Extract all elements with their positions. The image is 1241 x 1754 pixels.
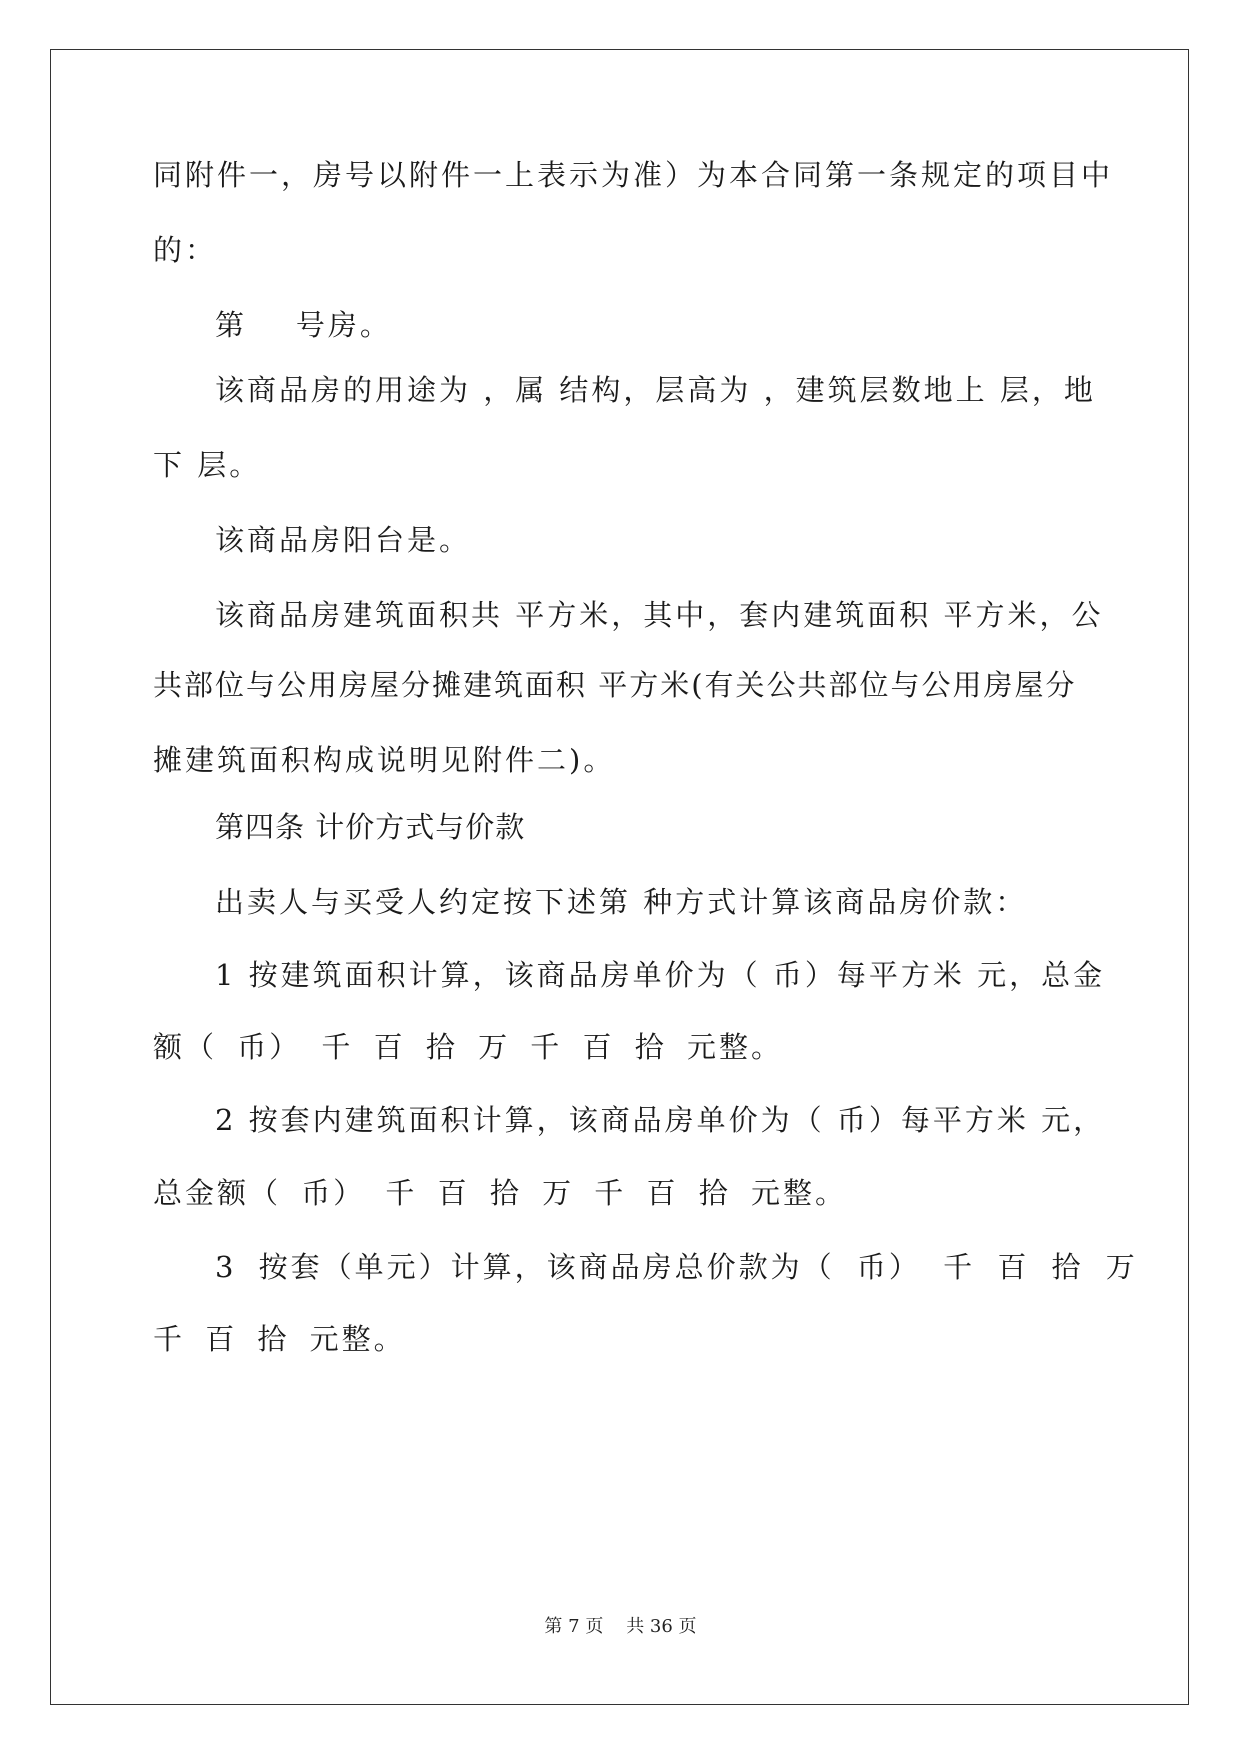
text-line: 摊建筑面积构成说明见附件二)。 (153, 743, 616, 777)
text-line: 1 按建筑面积计算，该商品房单价为（ 币）每平方米 元，总金 (215, 958, 1106, 992)
section-heading: 第四条 计价方式与价款 (215, 810, 526, 844)
text-line: 出卖人与买受人约定按下述第 种方式计算该商品房价款： (215, 885, 1028, 919)
page-border (50, 49, 1189, 1705)
text-line: 第 号房。 (215, 308, 392, 342)
text-line: 的： (153, 233, 218, 267)
text-line: 3 按套（单元）计算，该商品房总价款为（ 币） 千 百 拾 万 (215, 1250, 1138, 1284)
text-line: 2 按套内建筑面积计算，该商品房单价为（ 币）每平方米 元， (215, 1103, 1106, 1137)
text-line: 总金额（ 币） 千 百 拾 万 千 百 拾 元整。 (153, 1176, 847, 1210)
page-footer: 第 7 页 共 36 页 (544, 1616, 697, 1637)
text-line: 该商品房建筑面积共 平方米，其中，套内建筑面积 平方米，公 (215, 598, 1104, 632)
text-line: 额（ 币） 千 百 拾 万 千 百 拾 元整。 (153, 1030, 783, 1064)
text-line: 共部位与公用房屋分摊建筑面积 平方米(有关公共部位与公用房屋分 (153, 668, 1077, 702)
text-line: 同附件一，房号以附件一上表示为准）为本合同第一条规定的项目中 (153, 158, 1114, 192)
text-line: 下 层。 (153, 448, 262, 482)
text-line: 该商品房的用途为 ，属 结构，层高为 ，建筑层数地上 层，地 (215, 373, 1096, 407)
text-line: 千 百 拾 元整。 (153, 1322, 406, 1356)
text-line: 该商品房阳台是。 (215, 523, 472, 557)
